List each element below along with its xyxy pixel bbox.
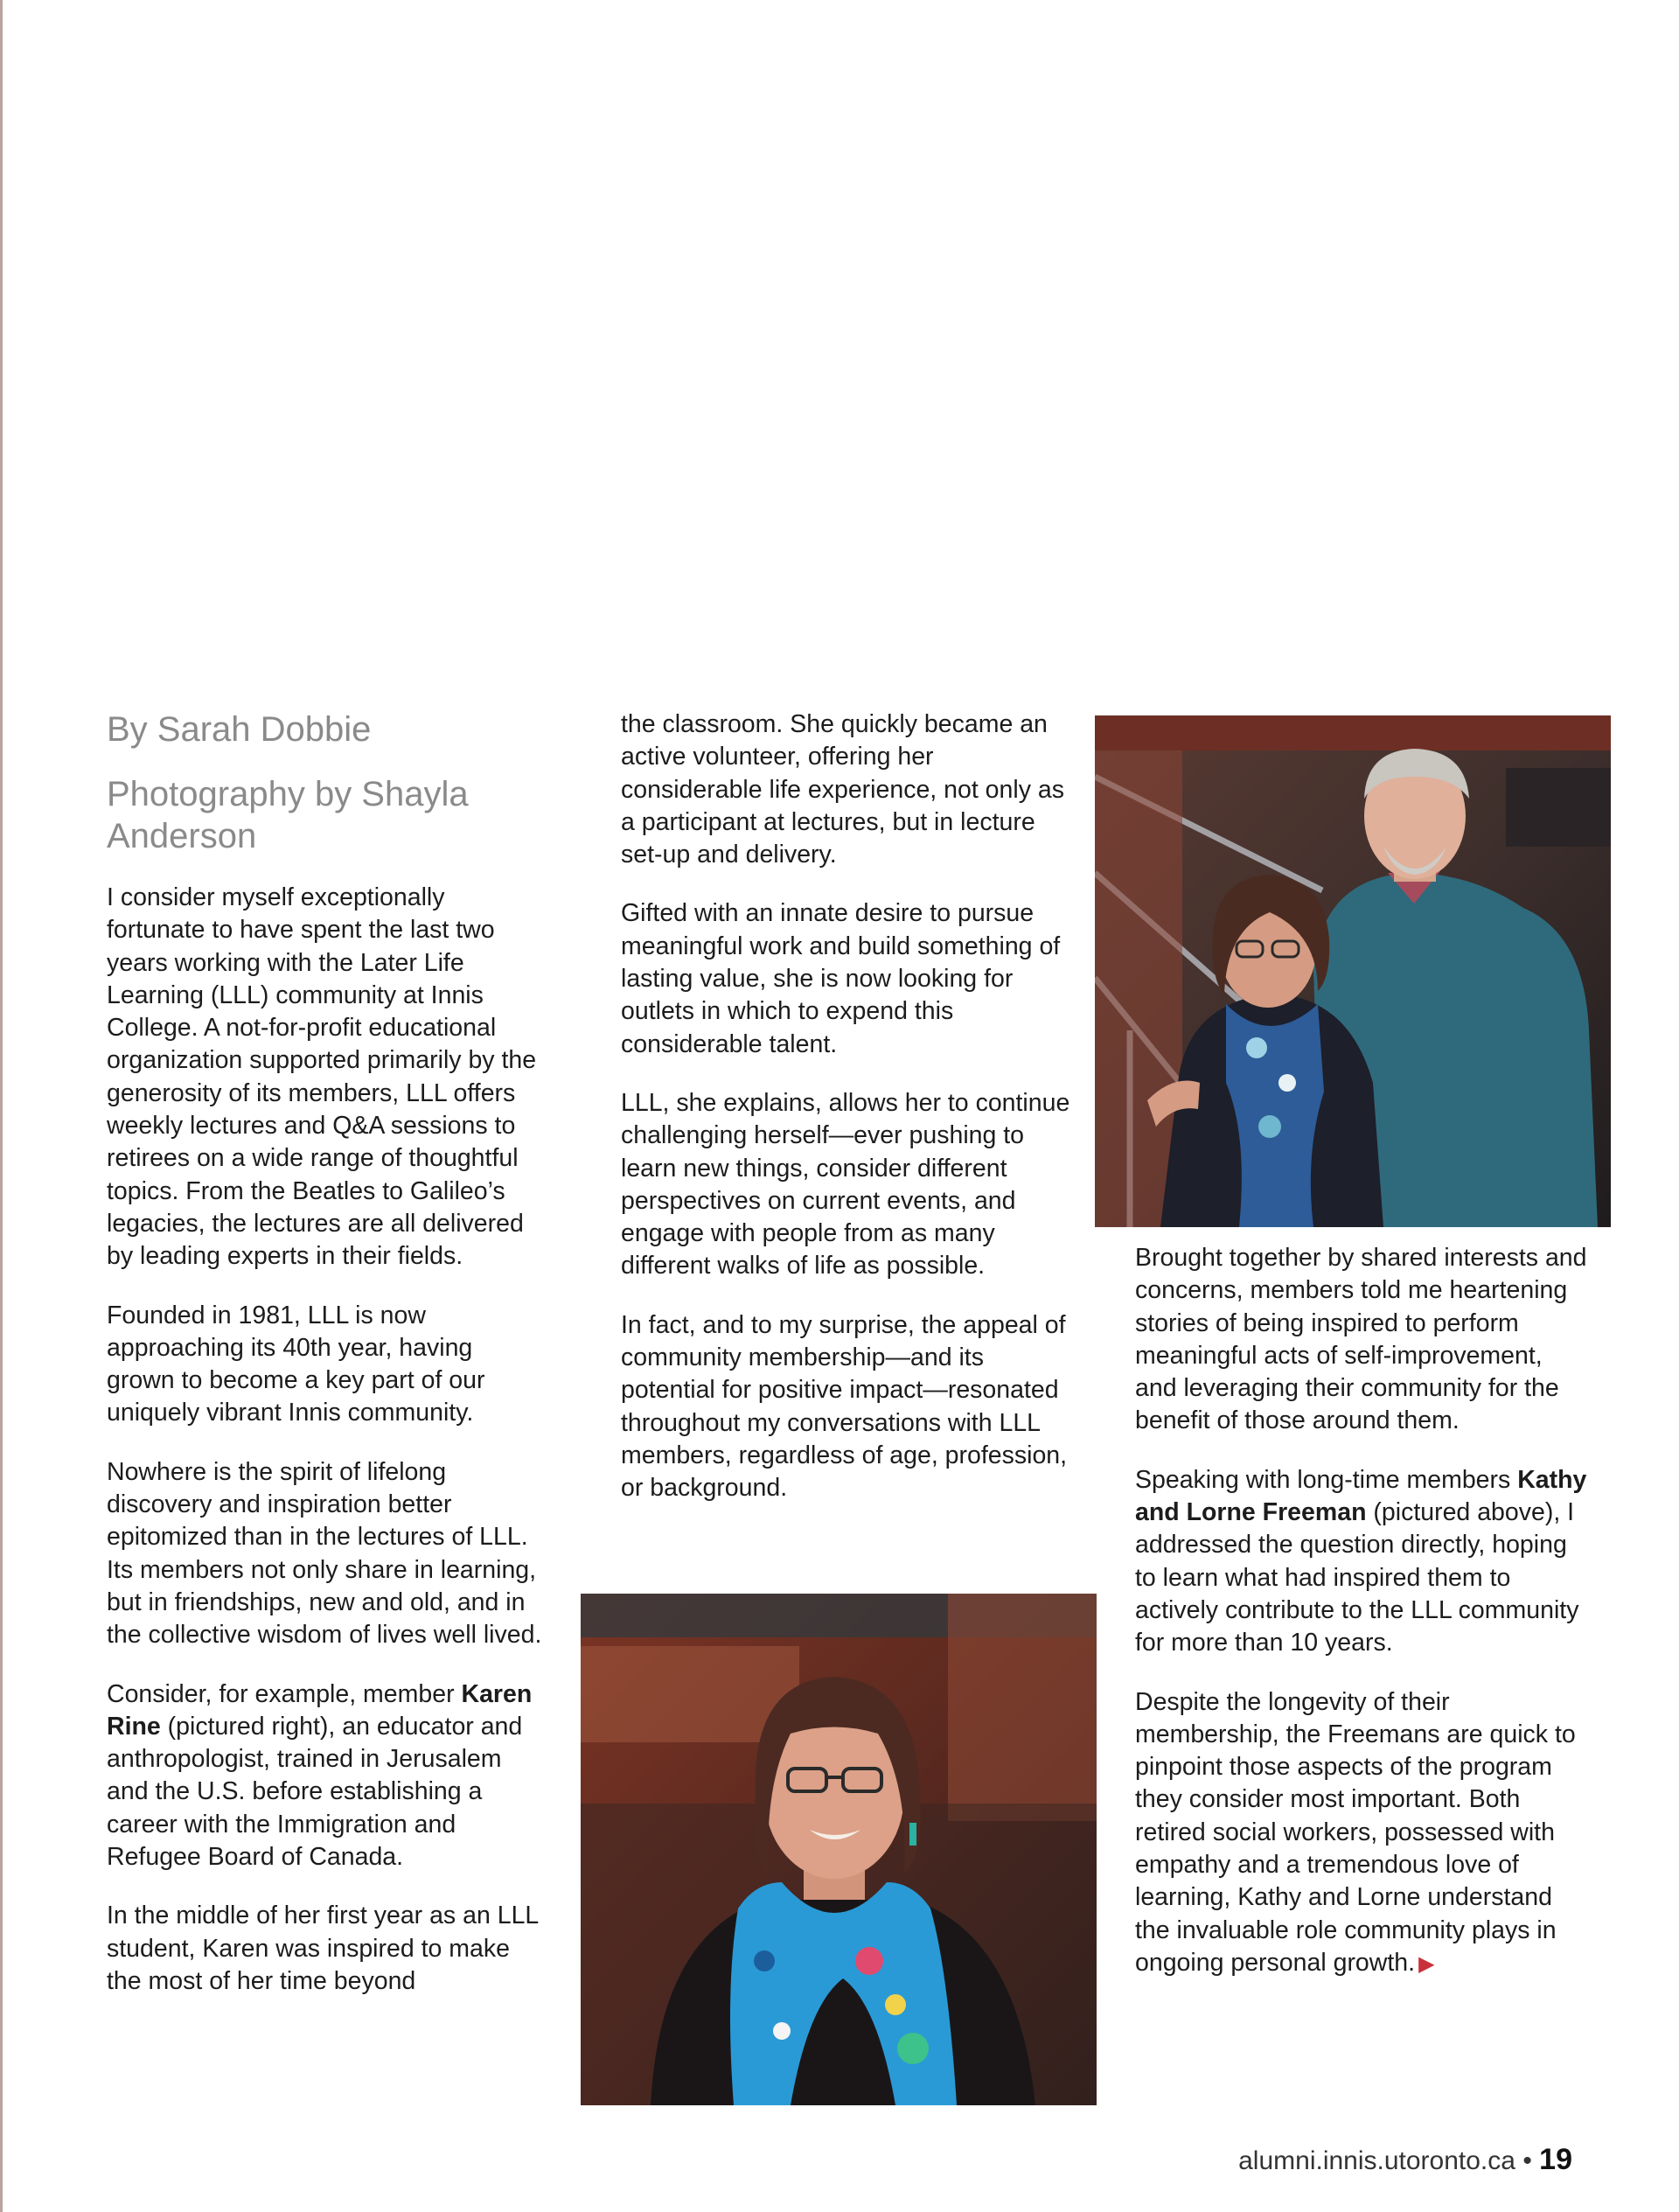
paragraph-text: (pictured above), I addressed the question directly, hoping to learn what had inspired them to actively contribute to the LLL community for more than 10 years. <box>1135 1498 1579 1657</box>
article-column-2 <box>621 708 1076 1532</box>
member-name-karen: Karen Rine <box>107 1679 533 1741</box>
paragraph <box>107 1678 544 1874</box>
paragraph: Gifted with an innate desire to pursue meaningful work and build something of lasting value, she is now looking for outlets in which to expend this considerable talent. <box>621 899 1061 1058</box>
page-footer <box>1238 2143 1572 2177</box>
paragraph: In the middle of her first year as an LLL student, Karen was inspired to make the most of her time beyond <box>107 1901 539 1995</box>
page-edge-rule <box>0 0 3 2212</box>
paragraph-text: Speaking with long-time members <box>1135 1465 1518 1494</box>
byline-photography: Photography by Shayla Anderson <box>107 775 469 855</box>
paragraph: Brought together by shared interests and concerns, members told me heartening stories of being inspired to perform meaningful acts of self-improvement, and leveraging their community for the benefit of those around them. <box>1135 1244 1587 1435</box>
paragraph: Founded in 1981, LLL is now approaching its 40th year, having grown to become a key part of our uniquely vibrant Innis community. <box>107 1301 485 1427</box>
photo-karen-rine <box>581 1594 1097 2105</box>
paragraph <box>1135 1686 1590 1981</box>
paragraph: the classroom. She quickly became an active volunteer, offering her considerable life experience, not only as a participant at lectures, but in lecture set-up and delivery. <box>621 710 1064 869</box>
page-number: 19 <box>1539 2143 1572 2176</box>
paragraph: LLL, she explains, allows her to continue challenging herself—ever pushing to learn new things, consider different perspectives on current events, and engage with people from as many different walks of life as possible. <box>621 1088 1070 1280</box>
footer-separator: • <box>1522 2146 1532 2175</box>
paragraph: I consider myself exceptionally fortunate to have spent the last two years working with the Later Life Learning (LLL) community at Innis College. A not-for-profit educational organization supported primarily by the generosity of its members, LLL offers weekly lectures and Q&A sessions to retirees on a wide range of thoughtful topics. From the Beatles to Galileo’s legacies, the lectures are all delivered by leading experts in their fields. <box>107 883 537 1271</box>
member-name-freeman: Kathy and Lorne Freeman <box>1135 1465 1587 1527</box>
paragraph-text: Consider, for example, member <box>107 1679 462 1708</box>
photo-kathy-lorne-freeman <box>1095 715 1611 1227</box>
paragraph-text: (pictured right), an educator and anthropologist, trained in Jerusalem and the U.S. before establishing a career with the Immigration and Refugee Board of Canada. <box>107 1712 523 1872</box>
footer-url: alumni.innis.utoronto.ca <box>1238 2146 1515 2175</box>
paragraph <box>1135 1464 1590 1660</box>
article-column-3 <box>1135 1242 1590 2006</box>
paragraph-text: Despite the longevity of their membership, the Freemans are quick to pinpoint those aspects of the program they consider most important. Both retired social workers, possessed with empathy and a tremendous love of learning, Kathy and Lorne understand the invaluable role community plays in ongoing personal growth. <box>1135 1687 1576 1977</box>
paragraph: In fact, and to my surprise, the appeal of community membership—and its potential for positive impact—resonated throughout my conversations with LLL members, regardless of age, profession, or background. <box>621 1310 1068 1503</box>
article-column-1 <box>107 882 544 2024</box>
paragraph: Nowhere is the spirit of lifelong discovery and inspiration better epitomized than in the lectures of LLL. Its members not only share in learning, but in friendships, new and old, and in the collective wisdom of lives well lived. <box>107 1457 542 1650</box>
play-triangle-icon: ▶ <box>1418 1951 1435 1976</box>
byline-author: By Sarah Dobbie <box>107 710 372 749</box>
